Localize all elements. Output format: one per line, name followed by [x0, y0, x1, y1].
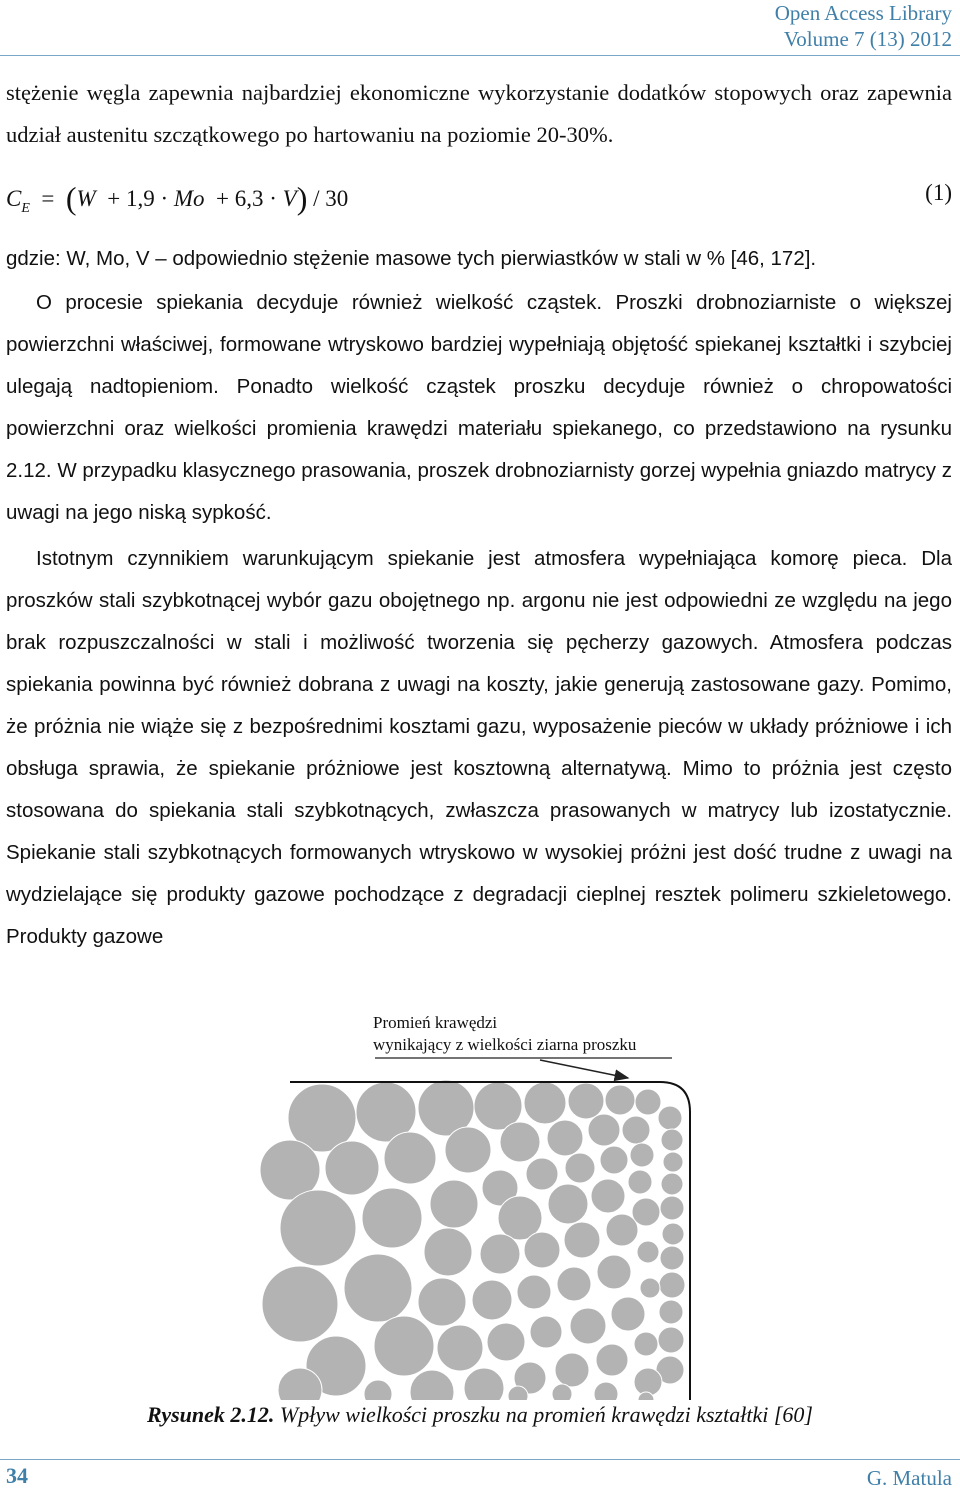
powder-particle [588, 1114, 620, 1146]
powder-particle [487, 1323, 525, 1361]
powder-particle [374, 1316, 434, 1376]
powder-particle [622, 1116, 650, 1144]
powder-particle [364, 1380, 392, 1400]
powder-particle [663, 1152, 683, 1172]
powder-particle [344, 1254, 412, 1322]
powder-particle [517, 1275, 551, 1309]
powder-particle [472, 1280, 512, 1320]
powder-particle [526, 1158, 558, 1190]
eq-term-2: + 6,3 · [216, 186, 277, 211]
powder-particle [564, 1222, 600, 1258]
powder-particle [410, 1370, 454, 1400]
powder-particle [568, 1083, 604, 1119]
powder-particle [555, 1353, 589, 1387]
powder-particle [362, 1188, 422, 1248]
powder-particle [634, 1332, 658, 1356]
footer-author: G. Matula [866, 1466, 952, 1490]
powder-particle [524, 1232, 560, 1268]
powder-particle [640, 1278, 660, 1298]
figure-caption [0, 1402, 960, 1428]
powder-particle [464, 1368, 504, 1400]
powder-particle [384, 1132, 436, 1184]
powder-particle [661, 1129, 683, 1151]
paragraph-4: Istotnym czynnikiem warunkującym spiekanie jest atmosfera wypełniająca komorę pieca. Dla proszków stali szybkotnącej wybór gazu obojętnego np. argonu nie jest odpowiedni ze względu na jego brak rozpuszczalności w stali i możliwość tworzenia się pęcherzy gazowych. Atmosfera podczas spiekania powinna być również dobrana z uwagi na koszty, jakie generują zastosowane gazy. Pomimo, że próżnia nie wiąże się z bezpośrednimi kosztami gazu, wyposażenie pieców w układy próżniowe i ich obsługa sprawia, że spiekanie próżniowe jest kosztowną alternatywą. Mimo to próżnia jest często stosowana do spiekania stali szybkotnących, zwłaszcza prasowanych w matrycy lub izostatycznie. Spiekanie stali szybkotnących formowanych wtryskowo w wysokiej próżni jest dość trudne z uwagi na wydzielające się produkty gazowe pochodzące z degradacji cieplnej resztek polimeru szkieletowego. Produkty gazowe [6, 547, 952, 948]
journal-title: Open Access Library [774, 1, 952, 25]
powder-particle [500, 1122, 540, 1162]
figure-2-12 [0, 990, 960, 1420]
eq-lhs-sub: E [21, 201, 30, 216]
powder-particle [445, 1127, 491, 1173]
powder-particle [662, 1223, 684, 1245]
powder-particle [418, 1278, 466, 1326]
paragraph-3: O procesie spiekania decyduje również wielkość cząstek. Proszki drobnoziarniste o większej powierzchni właściwej, formowane wtryskowo bardziej wypełniają objętość spiekanej kształtki i szybciej ulegają nadtopieniom. Ponadto wielkość cząstek proszku decyduje również o chropowatości powierzchni oraz wielkości promienia krawędzi materiału spiekanego, co przedstawiono na rysunku 2.12. W przypadku klasycznego prasowania, proszek drobnoziarnisty gorzej wypełnia gniazdo matrycy z uwagi na jego niską sypkość. [6, 291, 952, 524]
powder-particle [600, 1146, 628, 1174]
powder-particle [660, 1196, 684, 1220]
header-rule [0, 55, 960, 56]
eq-w: W [76, 186, 96, 211]
powder-particle [565, 1153, 595, 1183]
powder-particle [570, 1308, 606, 1344]
eq-open-paren: ( [65, 180, 77, 216]
powder-particle [280, 1190, 356, 1266]
powder-particle [635, 1089, 661, 1115]
journal-volume: Volume 7 (13) 2012 [783, 27, 952, 51]
powder-particle [437, 1325, 483, 1371]
powder-particle [596, 1344, 628, 1376]
particle-diagram [0, 990, 960, 1400]
eq-divisor: / 30 [313, 186, 349, 211]
caption-text: Wpływ wielkości proszku na promień krawędzi kształtki [60] [274, 1402, 813, 1427]
eq-close-paren: ) [296, 180, 308, 216]
powder-particle [547, 1120, 583, 1156]
eq-v: V [282, 186, 297, 211]
eq-equals: = [41, 186, 55, 211]
powder-particle [594, 1382, 618, 1400]
figure-label-line-2: wynikający z wielkości ziarna proszku [373, 1035, 637, 1054]
powder-particle [658, 1327, 684, 1353]
powder-particles [260, 1080, 685, 1400]
footer-rule [0, 1459, 960, 1460]
powder-particle [524, 1082, 566, 1124]
paragraph-2: gdzie: W, Mo, V – odpowiednio stężenie masowe tych pierwiastków w stali w % [46, 172]. [6, 247, 817, 270]
eq-mo: Mo [173, 186, 205, 211]
caption-label: Rysunek 2.12. [147, 1402, 275, 1427]
powder-particle [630, 1143, 654, 1167]
powder-particle [325, 1141, 379, 1195]
powder-particle [661, 1173, 683, 1195]
powder-particle [659, 1300, 683, 1324]
powder-particle [548, 1184, 588, 1224]
eq-lhs: C [6, 186, 22, 211]
equation-formula [6, 180, 348, 217]
powder-particle [658, 1106, 682, 1130]
powder-particle [628, 1170, 652, 1194]
powder-particle [530, 1316, 562, 1348]
eq-term-1: + 1,9 · [107, 186, 169, 211]
powder-particle [552, 1384, 572, 1400]
journal-header [775, 0, 952, 52]
figure-label-line-1: Promień krawędzi [373, 1013, 498, 1032]
equation-number: (1) [925, 180, 952, 205]
powder-particle [262, 1266, 338, 1342]
powder-particle [597, 1255, 631, 1289]
powder-particle [591, 1179, 625, 1213]
powder-particle [659, 1272, 685, 1298]
powder-particle [660, 1246, 684, 1270]
powder-particle [430, 1180, 478, 1228]
edge-radius-arrow [540, 1060, 628, 1078]
powder-particle [637, 1241, 659, 1263]
powder-particle [480, 1234, 520, 1274]
powder-particle [606, 1214, 638, 1246]
paragraph-1: stężenie węgla zapewnia najbardziej ekonomiczne wykorzystanie dodatków stopowych oraz zapewnia udział austenitu szczątkowego po hartowaniu na poziomie 20-30%. [6, 80, 952, 147]
equation-1 [6, 172, 952, 222]
page-number: 34 [6, 1463, 28, 1488]
powder-particle [605, 1085, 635, 1115]
powder-particle [557, 1267, 591, 1301]
powder-particle [611, 1297, 645, 1331]
powder-particle [424, 1228, 472, 1276]
